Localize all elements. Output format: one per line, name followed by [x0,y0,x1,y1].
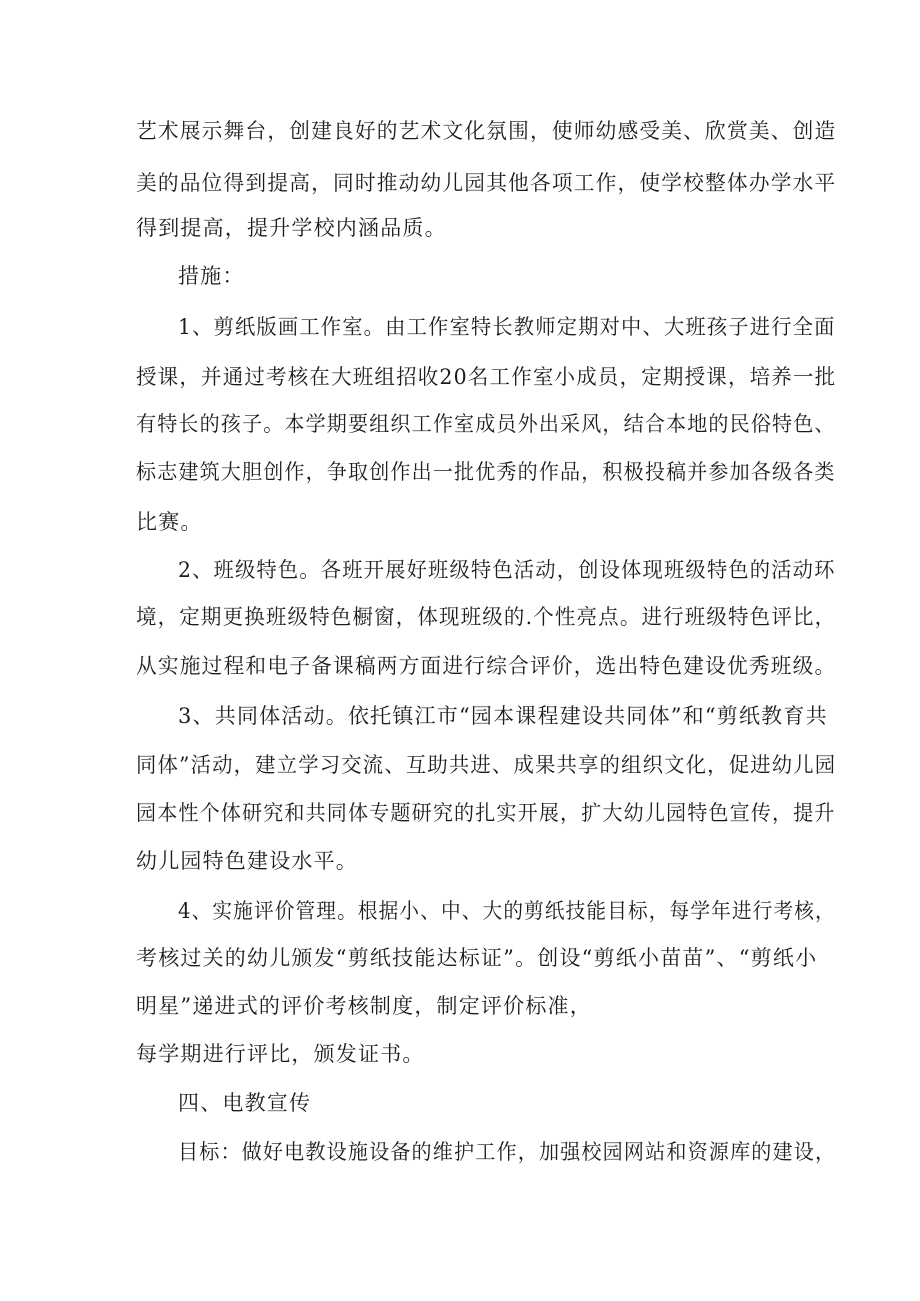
paragraph-line: 得到提高，提升学校内涵品质。 [136,216,447,240]
paragraph-line: 明星”递进式的评价考核制度，制定评价标准， [136,994,592,1018]
paragraph-line: 同体”活动，建立学习交流、互助共进、成果共享的组织文化，促进幼儿园 [136,753,837,777]
paragraph-line: 考核过关的幼儿颁发“剪纸技能达标证”。创设“剪纸小苗苗”、“剪纸小 [136,946,818,970]
paragraph-line: 标志建筑大胆创作，争取创作出一批优秀的作品，积极投稿并参加各级各类 [136,460,836,484]
paragraph-line: 目标：做好电教设施设备的维护工作，加强校园网站和资源库的建设， [178,1140,837,1164]
paragraph-line: 有特长的孩子。本学期要组织工作室成员外出采风，结合本地的民俗特色、 [136,412,836,436]
paragraph-line: 美的品位得到提高，同时推动幼儿园其他各项工作，使学校整体办学水平 [136,171,837,195]
paragraph-line: 授课，并通过考核在大班组招收20名工作室小成员，定期授课，培养一批 [136,365,837,389]
paragraph-line: 从实施过程和电子备课稿两方面进行综合评价，选出特色建设优秀班级。 [136,654,837,678]
section-heading: 四、电教宣传 [178,1091,312,1115]
paragraph-line: 4、实施评价管理。根据小、中、大的剪纸技能目标，每学年进行考核， [178,899,836,923]
paragraph-line: 园本性个体研究和共同体专题研究的扎实开展，扩大幼儿园特色宣传，提升 [136,801,836,825]
section-label: 措施： [178,264,245,288]
paragraph-line: 2、班级特色。各班开展好班级特色活动，创设体现班级特色的活动环 [178,558,836,582]
paragraph-line: 1、剪纸版画工作室。由工作室特长教师定期对中、大班孩子进行全面 [178,315,836,339]
paragraph-line: 幼儿园特色建设水平。 [136,849,358,873]
paragraph-line: 境，定期更换班级特色橱窗，体现班级的.个性亮点。进行班级特色评比， [136,605,837,629]
paragraph-line: 艺术展示舞台，创建良好的艺术文化氛围，使师幼感受美、欣赏美、创造 [136,119,837,143]
paragraph-line: 每学期进行评比，颁发证书。 [136,1042,425,1066]
paragraph-line: 3、共同体活动。依托镇江市“园本课程建设共同体”和“剪纸教育共 [178,704,828,728]
paragraph-line: 比赛。 [136,510,203,534]
